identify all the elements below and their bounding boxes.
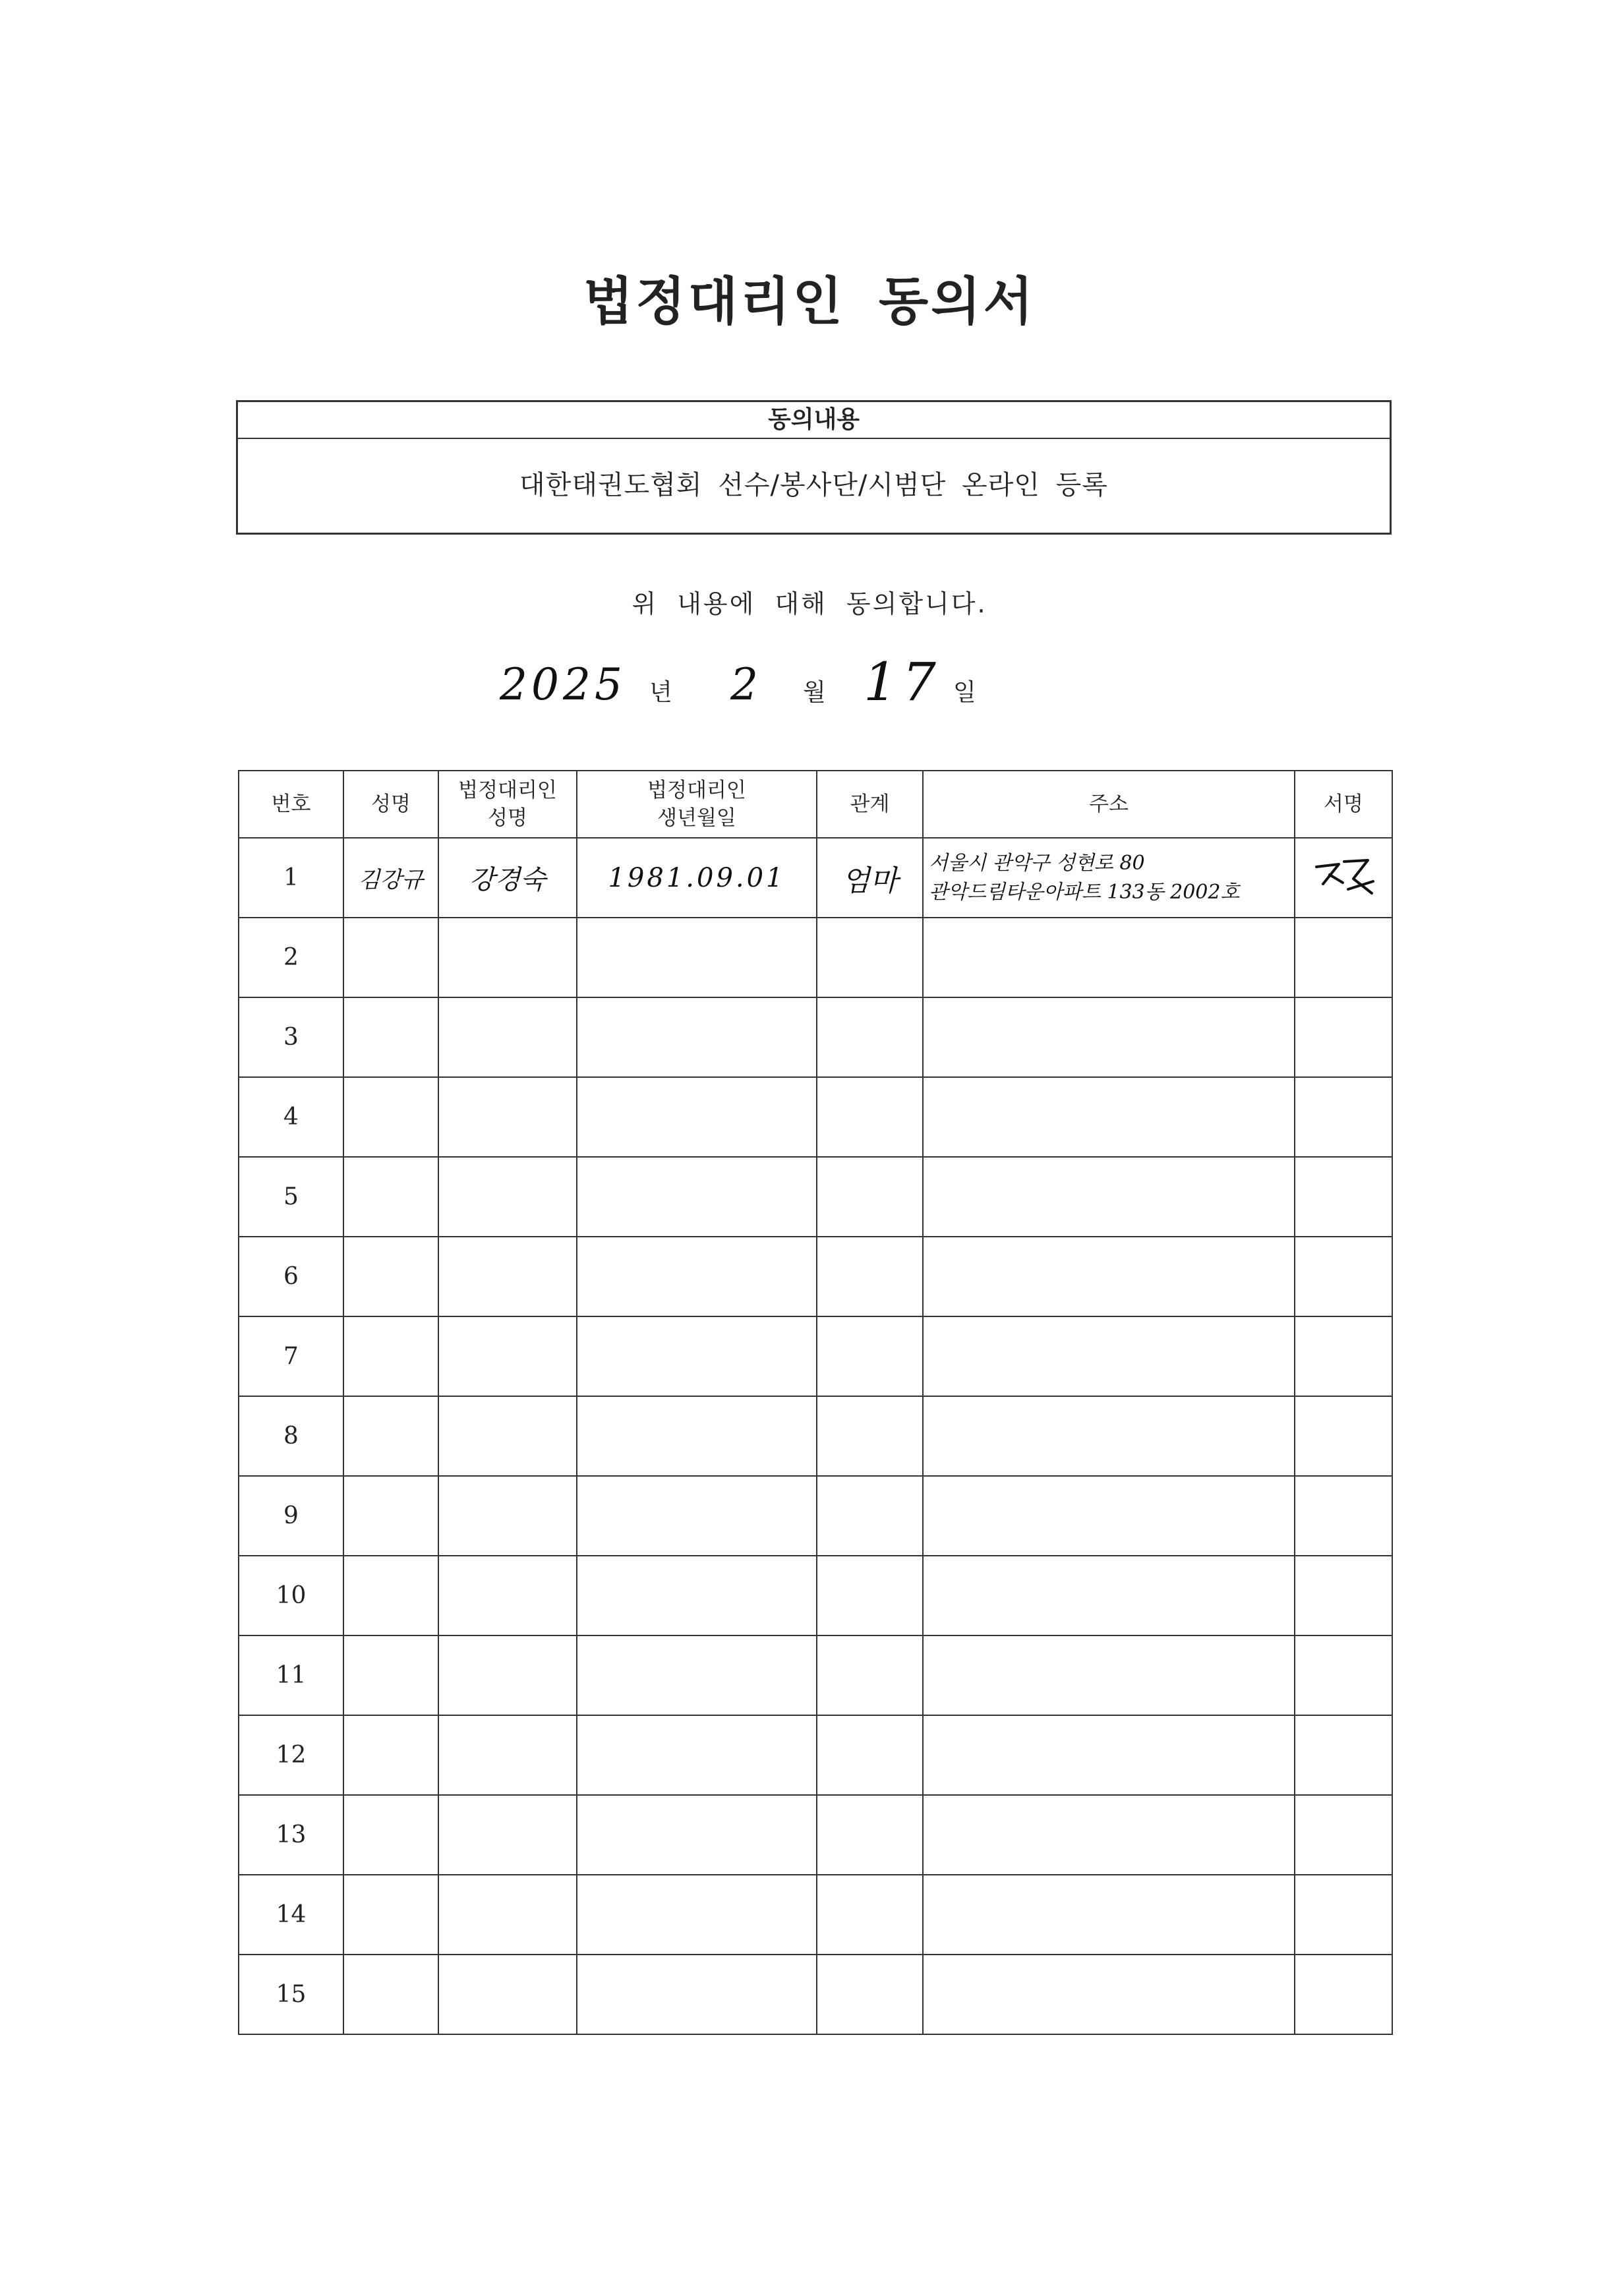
cell-address bbox=[923, 918, 1295, 997]
cell-relation bbox=[817, 1476, 923, 1556]
cell-name bbox=[343, 1237, 438, 1316]
cell-name bbox=[343, 1316, 438, 1396]
cell-name bbox=[343, 1396, 438, 1476]
table-row bbox=[239, 1476, 1392, 1556]
date-day-unit: 일 bbox=[953, 679, 976, 706]
cell-guardian-name bbox=[438, 838, 577, 918]
cell-guardian-birth bbox=[577, 1795, 817, 1875]
cell-no: 3 bbox=[239, 997, 343, 1077]
date-year: 2025 bbox=[500, 659, 626, 710]
cell-signature bbox=[1295, 1556, 1392, 1635]
header-guardian-name bbox=[438, 771, 577, 838]
cell-no: 1 bbox=[239, 838, 343, 918]
header-guardian-birth-line2: 생년월일 bbox=[657, 806, 736, 830]
cell-no: 5 bbox=[239, 1157, 343, 1237]
date-year-unit: 년 bbox=[649, 679, 672, 706]
cell-guardian-name bbox=[438, 1556, 577, 1635]
cell-address bbox=[923, 1476, 1295, 1556]
table-row bbox=[239, 1556, 1392, 1635]
table-row bbox=[239, 1875, 1392, 1955]
handwritten-guardian-name: 강경숙 bbox=[469, 865, 546, 895]
cell-guardian-birth bbox=[577, 1556, 817, 1635]
table-row bbox=[239, 1635, 1392, 1715]
cell-name bbox=[343, 918, 438, 997]
table-row bbox=[239, 1316, 1392, 1396]
table-row bbox=[239, 1237, 1392, 1316]
cell-no: 13 bbox=[239, 1795, 343, 1875]
handwritten-address-line1: 서울시 관악구 성현로 80 bbox=[929, 851, 1145, 875]
cell-signature bbox=[1295, 1875, 1392, 1955]
cell-name bbox=[343, 1955, 438, 2034]
cell-relation bbox=[817, 838, 923, 918]
cell-signature bbox=[1295, 1955, 1392, 2034]
cell-no: 4 bbox=[239, 1077, 343, 1157]
cell-signature bbox=[1295, 997, 1392, 1077]
cell-relation bbox=[817, 997, 923, 1077]
header-no: 번호 bbox=[239, 771, 343, 838]
cell-signature bbox=[1295, 1237, 1392, 1316]
cell-guardian-birth bbox=[577, 1396, 817, 1476]
cell-name bbox=[343, 997, 438, 1077]
cell-address bbox=[923, 838, 1295, 918]
header-signature: 서명 bbox=[1295, 771, 1392, 838]
cell-name bbox=[343, 1635, 438, 1715]
cell-guardian-birth bbox=[577, 1715, 817, 1795]
cell-relation bbox=[817, 1237, 923, 1316]
cell-guardian-birth bbox=[577, 1476, 817, 1556]
table-row bbox=[239, 1955, 1392, 2034]
document-title: 법정대리인 동의서 bbox=[583, 272, 1036, 332]
cell-signature bbox=[1295, 1077, 1392, 1157]
cell-address bbox=[923, 1237, 1295, 1316]
cell-signature bbox=[1295, 838, 1392, 918]
table-body bbox=[239, 838, 1392, 2034]
header-address: 주소 bbox=[923, 771, 1295, 838]
cell-name bbox=[343, 1556, 438, 1635]
cell-guardian-name bbox=[438, 1715, 577, 1795]
handwritten-signature bbox=[1307, 855, 1380, 901]
cell-no: 7 bbox=[239, 1316, 343, 1396]
cell-signature bbox=[1295, 1715, 1392, 1795]
table-row bbox=[239, 1396, 1392, 1476]
registration-table bbox=[238, 770, 1393, 2035]
cell-guardian-birth bbox=[577, 1316, 817, 1396]
cell-signature bbox=[1295, 1157, 1392, 1237]
cell-signature bbox=[1295, 1396, 1392, 1476]
cell-guardian-name bbox=[438, 1476, 577, 1556]
cell-guardian-name bbox=[438, 1955, 577, 2034]
cell-signature bbox=[1295, 1316, 1392, 1396]
cell-relation bbox=[817, 1396, 923, 1476]
handwritten-address-line2: 관악드림타운아파트 133동 2002호 bbox=[929, 880, 1240, 904]
cell-address bbox=[923, 1955, 1295, 2034]
cell-relation bbox=[817, 1556, 923, 1635]
header-guardian-name-line2: 성명 bbox=[488, 806, 527, 830]
cell-address bbox=[923, 1157, 1295, 1237]
cell-no: 11 bbox=[239, 1635, 343, 1715]
cell-address bbox=[923, 1715, 1295, 1795]
cell-relation bbox=[817, 1715, 923, 1795]
cell-address bbox=[923, 1556, 1295, 1635]
handwritten-guardian-birth: 1981.09.01 bbox=[608, 862, 786, 893]
cell-guardian-birth bbox=[577, 838, 817, 918]
cell-name bbox=[343, 1795, 438, 1875]
cell-guardian-name bbox=[438, 997, 577, 1077]
header-relation: 관계 bbox=[817, 771, 923, 838]
cell-signature bbox=[1295, 1635, 1392, 1715]
consent-header: 동의내용 bbox=[238, 402, 1390, 439]
cell-no: 2 bbox=[239, 918, 343, 997]
cell-no: 10 bbox=[239, 1556, 343, 1635]
cell-signature bbox=[1295, 1476, 1392, 1556]
cell-relation bbox=[817, 1077, 923, 1157]
cell-relation bbox=[817, 1795, 923, 1875]
cell-address bbox=[923, 1795, 1295, 1875]
cell-guardian-name bbox=[438, 1077, 577, 1157]
cell-relation bbox=[817, 1955, 923, 2034]
cell-no: 12 bbox=[239, 1715, 343, 1795]
header-guardian-birth-line1: 법정대리인 bbox=[647, 779, 746, 802]
table-row bbox=[239, 838, 1392, 918]
handwritten-relation: 엄마 bbox=[841, 864, 898, 898]
cell-no: 8 bbox=[239, 1396, 343, 1476]
cell-no: 9 bbox=[239, 1476, 343, 1556]
cell-guardian-birth bbox=[577, 918, 817, 997]
cell-guardian-name bbox=[438, 1795, 577, 1875]
cell-name bbox=[343, 1077, 438, 1157]
cell-relation bbox=[817, 1157, 923, 1237]
cell-relation bbox=[817, 918, 923, 997]
cell-guardian-birth bbox=[577, 1237, 817, 1316]
consent-box bbox=[236, 400, 1392, 535]
header-name: 성명 bbox=[343, 771, 438, 838]
cell-address bbox=[923, 1396, 1295, 1476]
cell-no: 6 bbox=[239, 1237, 343, 1316]
cell-guardian-birth bbox=[577, 1955, 817, 2034]
cell-name bbox=[343, 838, 438, 918]
table-header-row bbox=[239, 771, 1392, 838]
cell-guardian-name bbox=[438, 1875, 577, 1955]
cell-relation bbox=[817, 1875, 923, 1955]
table-row bbox=[239, 1157, 1392, 1237]
table-row bbox=[239, 997, 1392, 1077]
cell-relation bbox=[817, 1635, 923, 1715]
cell-guardian-name bbox=[438, 1396, 577, 1476]
header-guardian-name-line1: 법정대리인 bbox=[458, 779, 557, 802]
cell-guardian-name bbox=[438, 1237, 577, 1316]
agreement-statement: 위 내용에 대해 동의합니다. bbox=[632, 589, 987, 618]
cell-address bbox=[923, 997, 1295, 1077]
cell-guardian-birth bbox=[577, 1157, 817, 1237]
table-row bbox=[239, 918, 1392, 997]
cell-guardian-birth bbox=[577, 1077, 817, 1157]
cell-relation bbox=[817, 1316, 923, 1396]
table-row bbox=[239, 1715, 1392, 1795]
cell-address bbox=[923, 1635, 1295, 1715]
date-month: 2 bbox=[730, 659, 758, 710]
cell-guardian-name bbox=[438, 1316, 577, 1396]
consent-content: 대한태권도협회 선수/봉사단/시범단 온라인 등록 bbox=[519, 470, 1108, 500]
table-row bbox=[239, 1795, 1392, 1875]
cell-guardian-birth bbox=[577, 1875, 817, 1955]
cell-name bbox=[343, 1875, 438, 1955]
date-row bbox=[0, 651, 1619, 725]
cell-address bbox=[923, 1316, 1295, 1396]
cell-guardian-name bbox=[438, 1157, 577, 1237]
cell-name bbox=[343, 1715, 438, 1795]
cell-signature bbox=[1295, 918, 1392, 997]
cell-guardian-birth bbox=[577, 997, 817, 1077]
cell-signature bbox=[1295, 1795, 1392, 1875]
date-day: 17 bbox=[864, 651, 941, 713]
cell-name bbox=[343, 1157, 438, 1237]
table-row bbox=[239, 1077, 1392, 1157]
cell-address bbox=[923, 1875, 1295, 1955]
cell-address bbox=[923, 1077, 1295, 1157]
cell-no: 14 bbox=[239, 1875, 343, 1955]
header-guardian-birth bbox=[577, 771, 817, 838]
date-month-unit: 월 bbox=[803, 679, 826, 706]
cell-guardian-birth bbox=[577, 1635, 817, 1715]
cell-name bbox=[343, 1476, 438, 1556]
cell-guardian-name bbox=[438, 918, 577, 997]
handwritten-name: 김강규 bbox=[358, 867, 424, 893]
cell-guardian-name bbox=[438, 1635, 577, 1715]
cell-no: 15 bbox=[239, 1955, 343, 2034]
